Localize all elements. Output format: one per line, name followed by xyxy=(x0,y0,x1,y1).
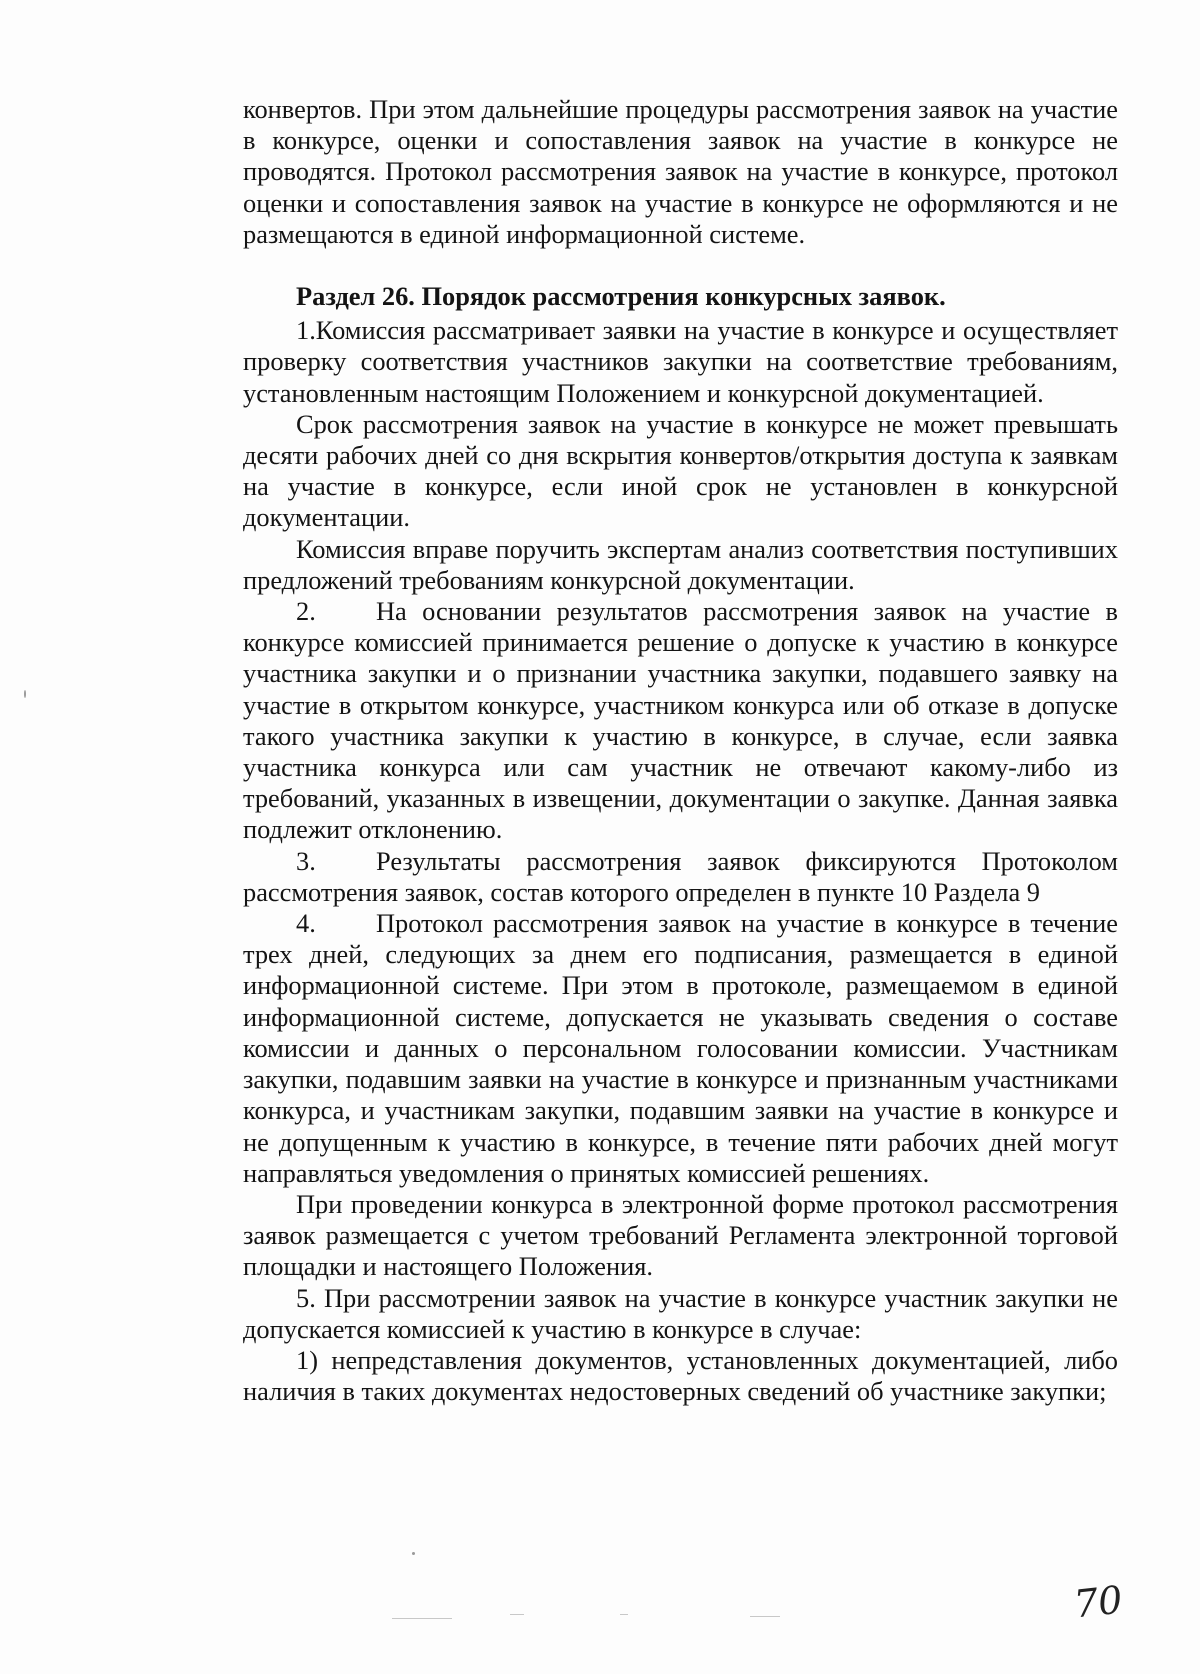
scan-speck xyxy=(24,690,26,698)
paragraph-review-term: Срок рассмотрения заявок на участие в конкурсе не может превышать десяти рабочих дней со дня вскрытия конвертов/открытия доступа к заявкам на участие в конкурсе, если иной срок не установлен в конкурсной документации. xyxy=(243,408,1118,533)
paragraph-item-5: 5. При рассмотрении заявок на участие в конкурсе участник закупки не допускается комиссией к участию в конкурсе в случае: xyxy=(243,1282,1118,1344)
scan-artifact-line xyxy=(392,1618,452,1619)
item-number: 2. xyxy=(296,596,316,627)
item-text: На основании результатов рассмотрения заявок на участие в конкурсе комиссией принимается решение о допуске к участию в конкурсе участника закупки и о признании участника закупки, подавшего заявку на участие в открытом конкурсе, участником конкурса или об отказе в допуске такого участника закупки к участию в конкурсе, в случае, если заявка участника конкурса или сам участник не отвечают какому-либо из требований, указанных в извещении, документации о закупке. Данная заявка подлежит отклонению. xyxy=(243,596,1118,845)
paragraph-item-3 xyxy=(243,846,1118,908)
scan-artifact-line xyxy=(510,1614,524,1615)
item-text: Протокол рассмотрения заявок на участие в конкурсе в течение трех дней, следующих за днем его подписания, размещается в единой информационной системе. При этом в протоколе, размещаемом в единой информационной системе, допускается не указывать сведения о составе комиссии и данных о персональном голосовании комиссии. Участникам закупки, подавшим заявки на участие в конкурсе и признанным участниками конкурса, и участникам закупки, подавшим заявки на участие в конкурсе и не допущенным к участию в конкурсе, в течение пяти рабочих дней могут направляться уведомления о принятых комиссией решениях. xyxy=(243,908,1118,1188)
scan-artifact-line xyxy=(620,1614,628,1615)
paragraph-continuation: конвертов. При этом дальнейшие процедуры рассмотрения заявок на участие в конкурсе, оценки и сопоставления заявок на участие в конкурсе не проводятся. Протокол рассмотрения заявок на участие в конкурсе, протокол оценки и сопоставления заявок на участие в конкурсе не оформляются и не размещаются в единой информационной системе. xyxy=(243,94,1118,249)
paragraph-item-2 xyxy=(243,596,1118,846)
item-number: 4. xyxy=(296,908,316,939)
scan-artifact-line xyxy=(750,1616,780,1617)
paragraph-subitem-1: 1) непредставления документов, установленных документацией, либо наличия в таких документах недостоверных сведений об участнике закупки; xyxy=(243,1344,1118,1407)
document-body xyxy=(243,94,1118,1407)
paragraph-electronic-form: При проведении конкурса в электронной форме протокол рассмотрения заявок размещается с учетом требований Регламента электронной торговой площадки и настоящего Положения. xyxy=(243,1188,1118,1282)
scan-speck xyxy=(412,1552,415,1555)
page-number: 70 xyxy=(1071,1577,1125,1627)
item-text: Результаты рассмотрения заявок фиксируются Протоколом рассмотрения заявок, состав которого определен в пункте 10 Раздела 9 xyxy=(243,845,1118,907)
section-heading: Раздел 26. Порядок рассмотрения конкурсных заявок. xyxy=(296,281,946,312)
paragraph-item-4 xyxy=(243,908,1118,1189)
item-number: 3. xyxy=(296,845,316,876)
paragraph-item-1: 1.Комиссия рассматривает заявки на участие в конкурсе и осуществляет проверку соответствия участников закупки на соответствие требованиям, установленным настоящим Положением и конкурсной документацией. xyxy=(243,315,1118,408)
paragraph-experts: Комиссия вправе поручить экспертам анализ соответствия поступивших предложений требованиям конкурсной документации. xyxy=(243,533,1118,595)
